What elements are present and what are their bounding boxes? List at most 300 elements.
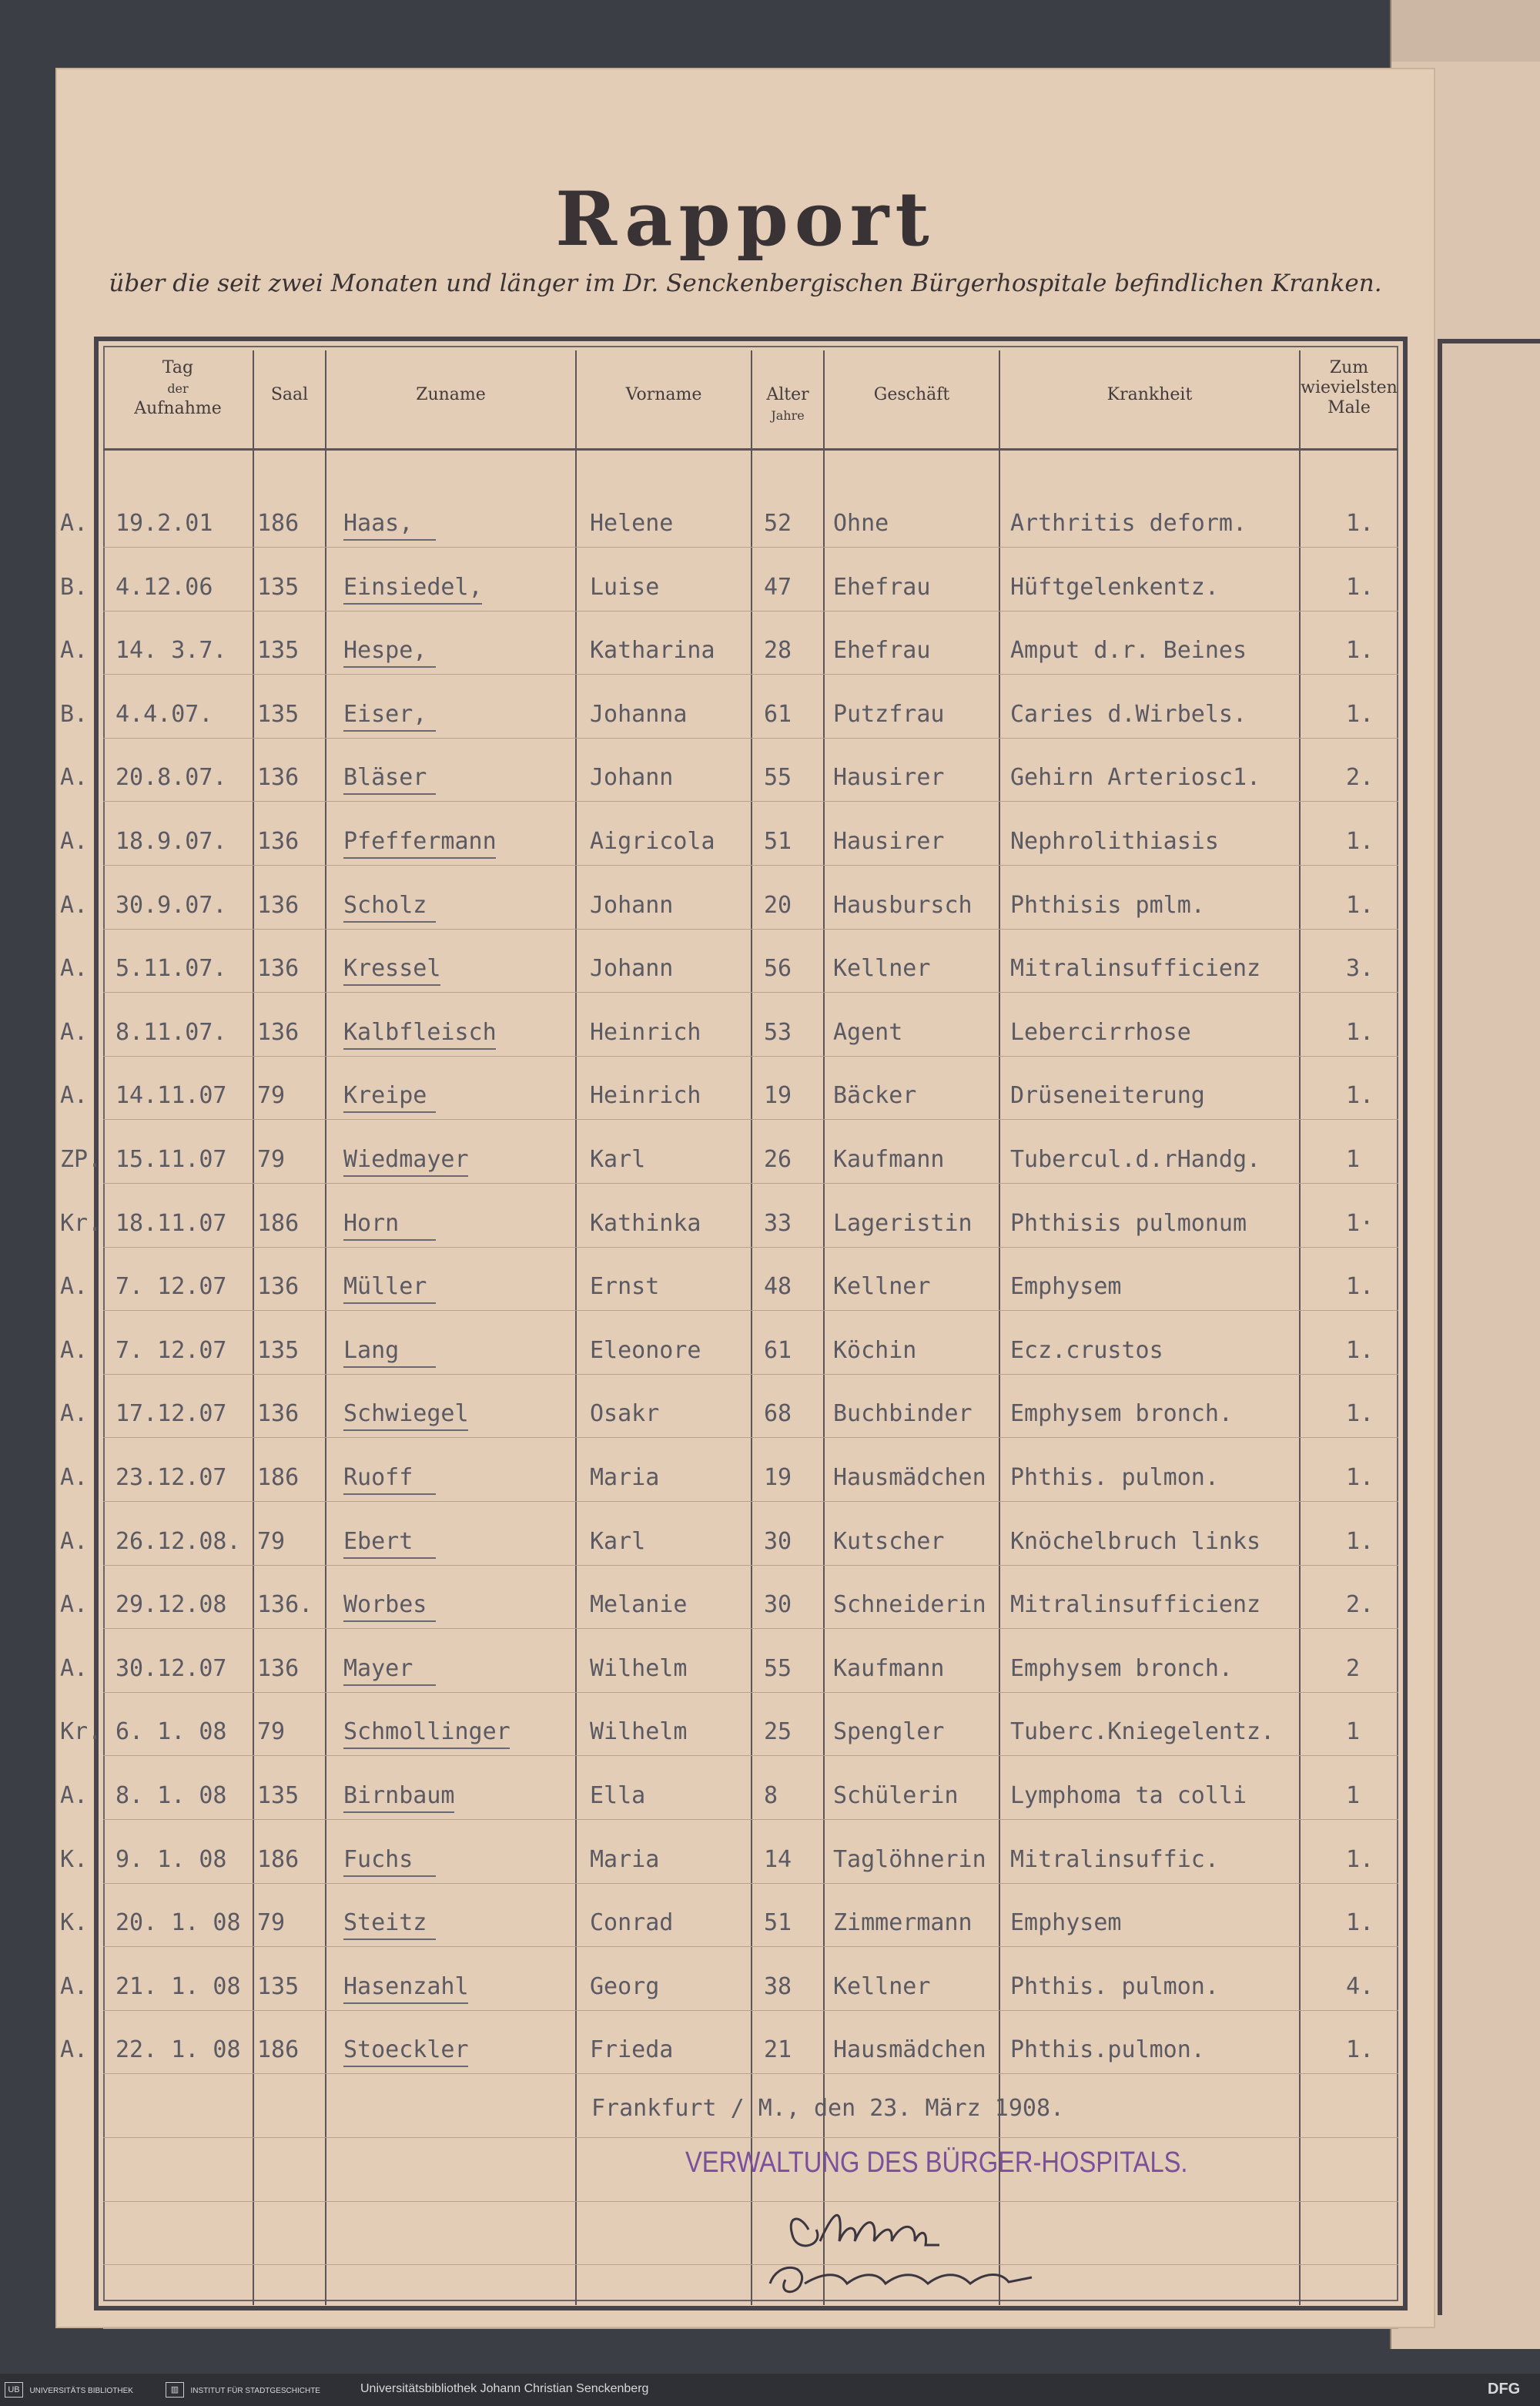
surname: Schwiegel — [343, 1400, 469, 1428]
row-rule — [103, 1692, 1398, 1693]
header-aufnahme: Aufnahme — [134, 399, 222, 418]
row-mark: A. — [60, 1018, 89, 1046]
row-rule — [103, 674, 1398, 675]
surname-underline — [343, 921, 436, 923]
row-rule — [103, 1247, 1398, 1248]
admission-date: 21. 1. 08 — [116, 1972, 241, 2000]
disease: Mitralinsufficienz — [1010, 955, 1261, 983]
disease: Knöchelbruch links — [1010, 1527, 1261, 1555]
row-mark: B. — [60, 700, 89, 728]
row-rule — [103, 1310, 1398, 1311]
surname: Bläser — [343, 764, 427, 792]
disease: Caries d.Wirbels. — [1010, 700, 1247, 728]
first-name: Wilhelm — [590, 1654, 688, 1682]
first-name: Maria — [590, 1845, 660, 1873]
disease: Tubercul.d.rHandg. — [1010, 1146, 1261, 1173]
admission-date: 23.12.07 — [116, 1464, 227, 1491]
occupation: Agent — [833, 1018, 903, 1046]
age: 25 — [764, 1718, 792, 1746]
header-krankheit: Krankheit — [1106, 385, 1193, 404]
age: 19 — [764, 1082, 792, 1110]
surname-underline — [343, 1239, 436, 1241]
age: 55 — [764, 1654, 792, 1682]
occupation: Kaufmann — [833, 1654, 945, 1682]
surname: Stoeckler — [343, 2036, 469, 2064]
age: 68 — [764, 1400, 792, 1428]
admission-date: 26.12.08. — [116, 1527, 241, 1555]
first-name: Johanna — [590, 700, 688, 728]
admission-count: 1. — [1346, 510, 1374, 537]
surname: Schmollinger — [343, 1718, 511, 1746]
admission-count: 1. — [1346, 1273, 1374, 1301]
row-rule — [103, 801, 1398, 802]
ward: 79 — [257, 1909, 286, 1937]
row-mark: B. — [60, 573, 89, 601]
row-mark: A. — [60, 955, 89, 983]
first-name: Maria — [590, 1464, 660, 1491]
surname: Ebert — [343, 1527, 413, 1555]
row-rule — [103, 929, 1398, 930]
surname: Ruoff — [343, 1464, 413, 1491]
occupation: Zimmermann — [833, 1909, 973, 1937]
col-separator — [575, 350, 577, 2305]
adjacent-page-top — [1391, 0, 1540, 62]
surname-underline — [343, 1748, 510, 1749]
ward: 79 — [257, 1718, 286, 1746]
header-tag — [105, 358, 251, 419]
surname-underline — [343, 1302, 436, 1304]
header-alter-word: Alter — [766, 385, 809, 404]
ward: 136 — [257, 955, 300, 983]
ub-logo — [5, 2382, 133, 2398]
ward: 186 — [257, 1209, 300, 1237]
admission-date: 18.9.07. — [116, 828, 227, 855]
surname-underline — [343, 1493, 436, 1495]
surname-underline — [343, 857, 496, 859]
disease: Emphysem bronch. — [1010, 1400, 1233, 1428]
first-name: Frieda — [590, 2036, 674, 2064]
ward: 186 — [257, 1845, 300, 1873]
occupation: Hausmädchen — [833, 1464, 986, 1491]
first-name: Melanie — [590, 1591, 688, 1619]
surname-underline — [343, 730, 436, 732]
occupation: Hausbursch — [833, 891, 973, 919]
ward: 136 — [257, 1273, 300, 1301]
row-mark: A. — [60, 1336, 89, 1364]
admission-date: 6. 1. 08 — [116, 1718, 227, 1746]
surname: Mayer — [343, 1654, 413, 1682]
surname-underline — [343, 1111, 436, 1113]
row-mark: A. — [60, 1591, 89, 1619]
first-name: Helene — [590, 510, 674, 537]
admission-date: 8. 1. 08 — [116, 1782, 227, 1809]
header-alter — [752, 385, 823, 426]
ward: 79 — [257, 1082, 286, 1110]
disease: Emphysem — [1010, 1909, 1122, 1937]
admission-date: 7. 12.07 — [116, 1336, 227, 1364]
row-mark: A. — [60, 1782, 89, 1809]
surname: Müller — [343, 1273, 427, 1301]
header-tag-der: der — [167, 381, 189, 396]
row-rule — [103, 1183, 1398, 1184]
document-subtitle: über die seit zwei Monaten und länger im Dr. Senckenbergischen Bürgerhospitale befindlichen Kranken. — [109, 270, 1382, 297]
occupation: Schülerin — [833, 1782, 959, 1809]
isg-logo-text: INSTITUT FÜR STADTGESCHICHTE — [190, 2387, 320, 2396]
header-separator — [103, 448, 1398, 451]
row-mark: A. — [60, 1972, 89, 2000]
hospital-stamp: VERWALTUNG DES BÜRGER-HOSPITALS. — [685, 2146, 1188, 2179]
col-separator — [1299, 350, 1301, 2305]
admission-count: 1 — [1346, 1718, 1361, 1746]
document-title: Rapport — [555, 176, 936, 263]
row-rule — [103, 1946, 1398, 1947]
surname-underline — [343, 793, 436, 795]
occupation: Putzfrau — [833, 700, 945, 728]
first-name: Aigricola — [590, 828, 715, 855]
surname-underline — [343, 1684, 436, 1686]
admission-date: 29.12.08 — [116, 1591, 227, 1619]
admission-count: 1. — [1346, 1527, 1374, 1555]
age: 14 — [764, 1845, 792, 1873]
first-name: Kathinka — [590, 1209, 701, 1237]
admission-date: 17.12.07 — [116, 1400, 227, 1428]
header-mal — [1301, 358, 1398, 418]
admission-count: 1. — [1346, 891, 1374, 919]
row-rule — [103, 2073, 1398, 2074]
admission-count: 1. — [1346, 637, 1374, 665]
place-date: Frankfurt / M., den 23. März 1908. — [591, 2095, 1065, 2122]
first-name: Karl — [590, 1527, 646, 1555]
row-mark: Kr. — [60, 1209, 102, 1237]
row-mark: K. — [60, 1909, 89, 1937]
disease: Mitralinsufficienz — [1010, 1591, 1261, 1619]
row-mark: A. — [60, 1273, 89, 1301]
admission-date: 8.11.07. — [116, 1018, 227, 1046]
archive-footer-bar — [0, 2374, 1540, 2406]
surname-underline — [343, 1875, 436, 1877]
row-mark: Kr. — [60, 1718, 102, 1746]
occupation: Kutscher — [833, 1527, 945, 1555]
admission-date: 4.4.07. — [116, 700, 213, 728]
disease: Emphysem bronch. — [1010, 1654, 1233, 1682]
header-geschaeft: Geschäft — [873, 385, 950, 404]
ward: 135 — [257, 1336, 300, 1364]
ward: 186 — [257, 510, 300, 537]
age: 47 — [764, 573, 792, 601]
col-separator — [751, 350, 752, 2305]
header-mal-wievielsten: wievielsten — [1301, 378, 1398, 397]
row-rule — [103, 2137, 1398, 2138]
occupation: Hausirer — [833, 764, 945, 792]
disease: Phthisis pmlm. — [1010, 891, 1205, 919]
age: 8 — [764, 1782, 778, 1809]
ward: 135 — [257, 1972, 300, 2000]
admission-count: 4. — [1346, 1972, 1374, 2000]
age: 48 — [764, 1273, 792, 1301]
ub-logo-text: UNIVERSITÄTS BIBLIOTHEK — [29, 2387, 133, 2396]
surname-underline — [343, 984, 440, 986]
admission-date: 20. 1. 08 — [116, 1909, 241, 1937]
surname: Wiedmayer — [343, 1146, 469, 1173]
surname-underline — [343, 603, 482, 605]
surname: Eiser, — [343, 700, 427, 728]
row-mark: A. — [60, 637, 89, 665]
row-rule — [103, 1501, 1398, 1502]
age: 30 — [764, 1591, 792, 1619]
admission-count: 1. — [1346, 1336, 1374, 1364]
surname-underline — [343, 1366, 436, 1368]
ward: 136 — [257, 1018, 300, 1046]
row-rule — [103, 738, 1398, 739]
disease: Phthis.pulmon. — [1010, 2036, 1205, 2064]
first-name: Heinrich — [590, 1082, 701, 1110]
surname: Lang — [343, 1336, 400, 1364]
ward: 186 — [257, 2036, 300, 2064]
occupation: Ehefrau — [833, 637, 931, 665]
row-rule — [103, 1119, 1398, 1120]
admission-count: 1. — [1346, 828, 1374, 855]
admission-count: 1. — [1346, 1018, 1374, 1046]
row-rule — [103, 865, 1398, 866]
surname: Horn — [343, 1209, 400, 1237]
dfg-logo: DFG — [1488, 2381, 1521, 2398]
surname: Einsiedel, — [343, 573, 483, 601]
age: 61 — [764, 1336, 792, 1364]
row-mark: A. — [60, 1654, 89, 1682]
age: 56 — [764, 955, 792, 983]
disease: Phthisis pulmonum — [1010, 1209, 1247, 1237]
first-name: Heinrich — [590, 1018, 701, 1046]
surname: Kressel — [343, 955, 441, 983]
admission-date: 9. 1. 08 — [116, 1845, 227, 1873]
admission-count: 2 — [1346, 1654, 1361, 1682]
occupation: Bäcker — [833, 1082, 917, 1110]
surname: Hasenzahl — [343, 1972, 469, 2000]
disease: Nephrolithiasis — [1010, 828, 1219, 855]
header-alter-jahre: Jahre — [771, 408, 805, 423]
library-credit: Universitätsbibliothek Johann Christian Senckenberg — [360, 2382, 649, 2395]
row-rule — [103, 2201, 1398, 2202]
admission-count: 3. — [1346, 955, 1374, 983]
age: 20 — [764, 891, 792, 919]
col-separator — [823, 350, 825, 2305]
disease: Lymphoma ta colli — [1010, 1782, 1247, 1809]
row-rule — [103, 1374, 1398, 1375]
occupation: Hausmädchen — [833, 2036, 986, 2064]
ward: 135 — [257, 573, 300, 601]
row-rule — [103, 611, 1398, 612]
first-name: Eleonore — [590, 1336, 701, 1364]
age: 55 — [764, 764, 792, 792]
age: 21 — [764, 2036, 792, 2064]
ward: 136 — [257, 764, 300, 792]
disease: Phthis. pulmon. — [1010, 1464, 1219, 1491]
occupation: Taglöhnerin — [833, 1845, 986, 1873]
row-rule — [103, 547, 1398, 548]
row-rule — [103, 1819, 1398, 1820]
first-name: Johann — [590, 955, 674, 983]
ward: 135 — [257, 700, 300, 728]
admission-count: 1. — [1346, 2036, 1374, 2064]
first-name: Luise — [590, 573, 660, 601]
occupation: Schneiderin — [833, 1591, 986, 1619]
adjacent-page-table — [1438, 339, 1540, 2315]
disease: Gehirn Arteriosc1. — [1010, 764, 1261, 792]
admission-count: 1 — [1346, 1782, 1361, 1809]
row-mark: A. — [60, 2036, 89, 2064]
header-saal: Saal — [270, 385, 309, 404]
occupation: Kellner — [833, 1273, 931, 1301]
admission-date: 30.9.07. — [116, 891, 227, 919]
row-rule — [103, 1437, 1398, 1438]
surname-underline — [343, 1811, 454, 1813]
occupation: Spengler — [833, 1718, 945, 1746]
ward: 136 — [257, 1400, 300, 1428]
disease: Hüftgelenkentz. — [1010, 573, 1219, 601]
age: 19 — [764, 1464, 792, 1491]
ward: 79 — [257, 1527, 286, 1555]
admission-count: 1. — [1346, 1845, 1374, 1873]
row-mark: A. — [60, 510, 89, 537]
col-separator — [999, 350, 1000, 2305]
isg-logo-icon: ▥ — [166, 2382, 184, 2398]
age: 26 — [764, 1146, 792, 1173]
age: 53 — [764, 1018, 792, 1046]
age: 52 — [764, 510, 792, 537]
admission-date: 4.12.06 — [116, 573, 213, 601]
disease: Mitralinsuffic. — [1010, 1845, 1219, 1873]
first-name: Osakr — [590, 1400, 660, 1428]
admission-date: 15.11.07 — [116, 1146, 227, 1173]
surname-underline — [343, 1939, 436, 1940]
occupation: Ohne — [833, 510, 889, 537]
surname-underline — [343, 1557, 436, 1559]
row-rule — [103, 1628, 1398, 1629]
first-name: Karl — [590, 1146, 646, 1173]
admission-date: 14.11.07 — [116, 1082, 227, 1110]
ward: 136 — [257, 891, 300, 919]
age: 51 — [764, 1909, 792, 1937]
admission-date: 5.11.07. — [116, 955, 227, 983]
row-mark: A. — [60, 891, 89, 919]
admission-count: 1 — [1346, 1146, 1361, 1173]
admission-count: 2. — [1346, 764, 1374, 792]
age: 33 — [764, 1209, 792, 1237]
row-rule — [103, 1755, 1398, 1756]
admission-count: 1. — [1346, 700, 1374, 728]
surname: Worbes — [343, 1591, 427, 1619]
first-name: Johann — [590, 764, 674, 792]
ward: 135 — [257, 1782, 300, 1809]
surname-underline — [343, 1620, 436, 1622]
occupation: Buchbinder — [833, 1400, 973, 1428]
disease: Lebercirrhose — [1010, 1018, 1191, 1046]
occupation: Ehefrau — [833, 573, 931, 601]
col-separator — [325, 350, 326, 2305]
occupation: Kellner — [833, 955, 931, 983]
occupation: Kaufmann — [833, 1146, 945, 1173]
surname: Pfeffermann — [343, 828, 497, 855]
occupation: Lageristin — [833, 1209, 973, 1237]
age: 38 — [764, 1972, 792, 2000]
occupation: Köchin — [833, 1336, 917, 1364]
row-mark: A. — [60, 1400, 89, 1428]
surname: Kalbfleisch — [343, 1018, 497, 1046]
surname-underline — [343, 666, 436, 668]
admission-count: 1. — [1346, 1400, 1374, 1428]
first-name: Katharina — [590, 637, 715, 665]
surname: Haas, — [343, 510, 413, 537]
admission-date: 20.8.07. — [116, 764, 227, 792]
first-name: Wilhelm — [590, 1718, 688, 1746]
row-mark: A. — [60, 764, 89, 792]
surname-underline — [343, 539, 436, 541]
signature — [762, 2199, 1070, 2307]
header-zuname: Zuname — [416, 385, 486, 404]
age: 61 — [764, 700, 792, 728]
disease: Drüseneiterung — [1010, 1082, 1205, 1110]
row-rule — [103, 1565, 1398, 1566]
disease: Amput d.r. Beines — [1010, 637, 1247, 665]
surname-underline — [343, 1429, 468, 1431]
row-mark: A. — [60, 1082, 89, 1110]
row-mark: ZP. — [60, 1146, 102, 1173]
row-rule — [103, 1056, 1398, 1057]
row-mark: K. — [60, 1845, 89, 1873]
row-mark: A. — [60, 1527, 89, 1555]
header-mal-male: Male — [1327, 398, 1371, 417]
admission-count: 2. — [1346, 1591, 1374, 1619]
row-mark: A. — [60, 1464, 89, 1491]
surname: Hespe, — [343, 637, 427, 665]
admission-date: 7. 12.07 — [116, 1273, 227, 1301]
row-mark: A. — [60, 828, 89, 855]
disease: Tuberc.Kniegelentz. — [1010, 1718, 1275, 1746]
admission-count: 1. — [1346, 1082, 1374, 1110]
first-name: Ernst — [590, 1273, 660, 1301]
header-mal-zum: Zum — [1329, 358, 1369, 377]
surname-underline — [343, 2066, 468, 2067]
surname: Kreipe — [343, 1082, 427, 1110]
first-name: Georg — [590, 1972, 660, 2000]
occupation: Kellner — [833, 1972, 931, 2000]
ward: 136. — [257, 1591, 313, 1619]
ward: 135 — [257, 637, 300, 665]
ub-logo-icon: UB — [5, 2382, 23, 2398]
col-separator — [253, 350, 254, 2305]
admission-count: 1. — [1346, 1464, 1374, 1491]
surname: Birnbaum — [343, 1782, 455, 1809]
header-tag-word: Tag — [162, 358, 194, 377]
age: 51 — [764, 828, 792, 855]
surname-underline — [343, 2002, 468, 2004]
ward: 79 — [257, 1146, 286, 1173]
surname: Fuchs — [343, 1845, 413, 1873]
disease: Phthis. pulmon. — [1010, 1972, 1219, 2000]
first-name: Conrad — [590, 1909, 674, 1937]
admission-date: 18.11.07 — [116, 1209, 227, 1237]
disease: Ecz.crustos — [1010, 1336, 1163, 1364]
admission-count: 1. — [1346, 573, 1374, 601]
admission-count: 1. — [1346, 1909, 1374, 1937]
disease: Arthritis deform. — [1010, 510, 1247, 537]
ward: 136 — [257, 1654, 300, 1682]
first-name: Ella — [590, 1782, 646, 1809]
surname: Scholz — [343, 891, 427, 919]
admission-count: 1· — [1346, 1209, 1374, 1237]
age: 28 — [764, 637, 792, 665]
admission-date: 22. 1. 08 — [116, 2036, 241, 2064]
